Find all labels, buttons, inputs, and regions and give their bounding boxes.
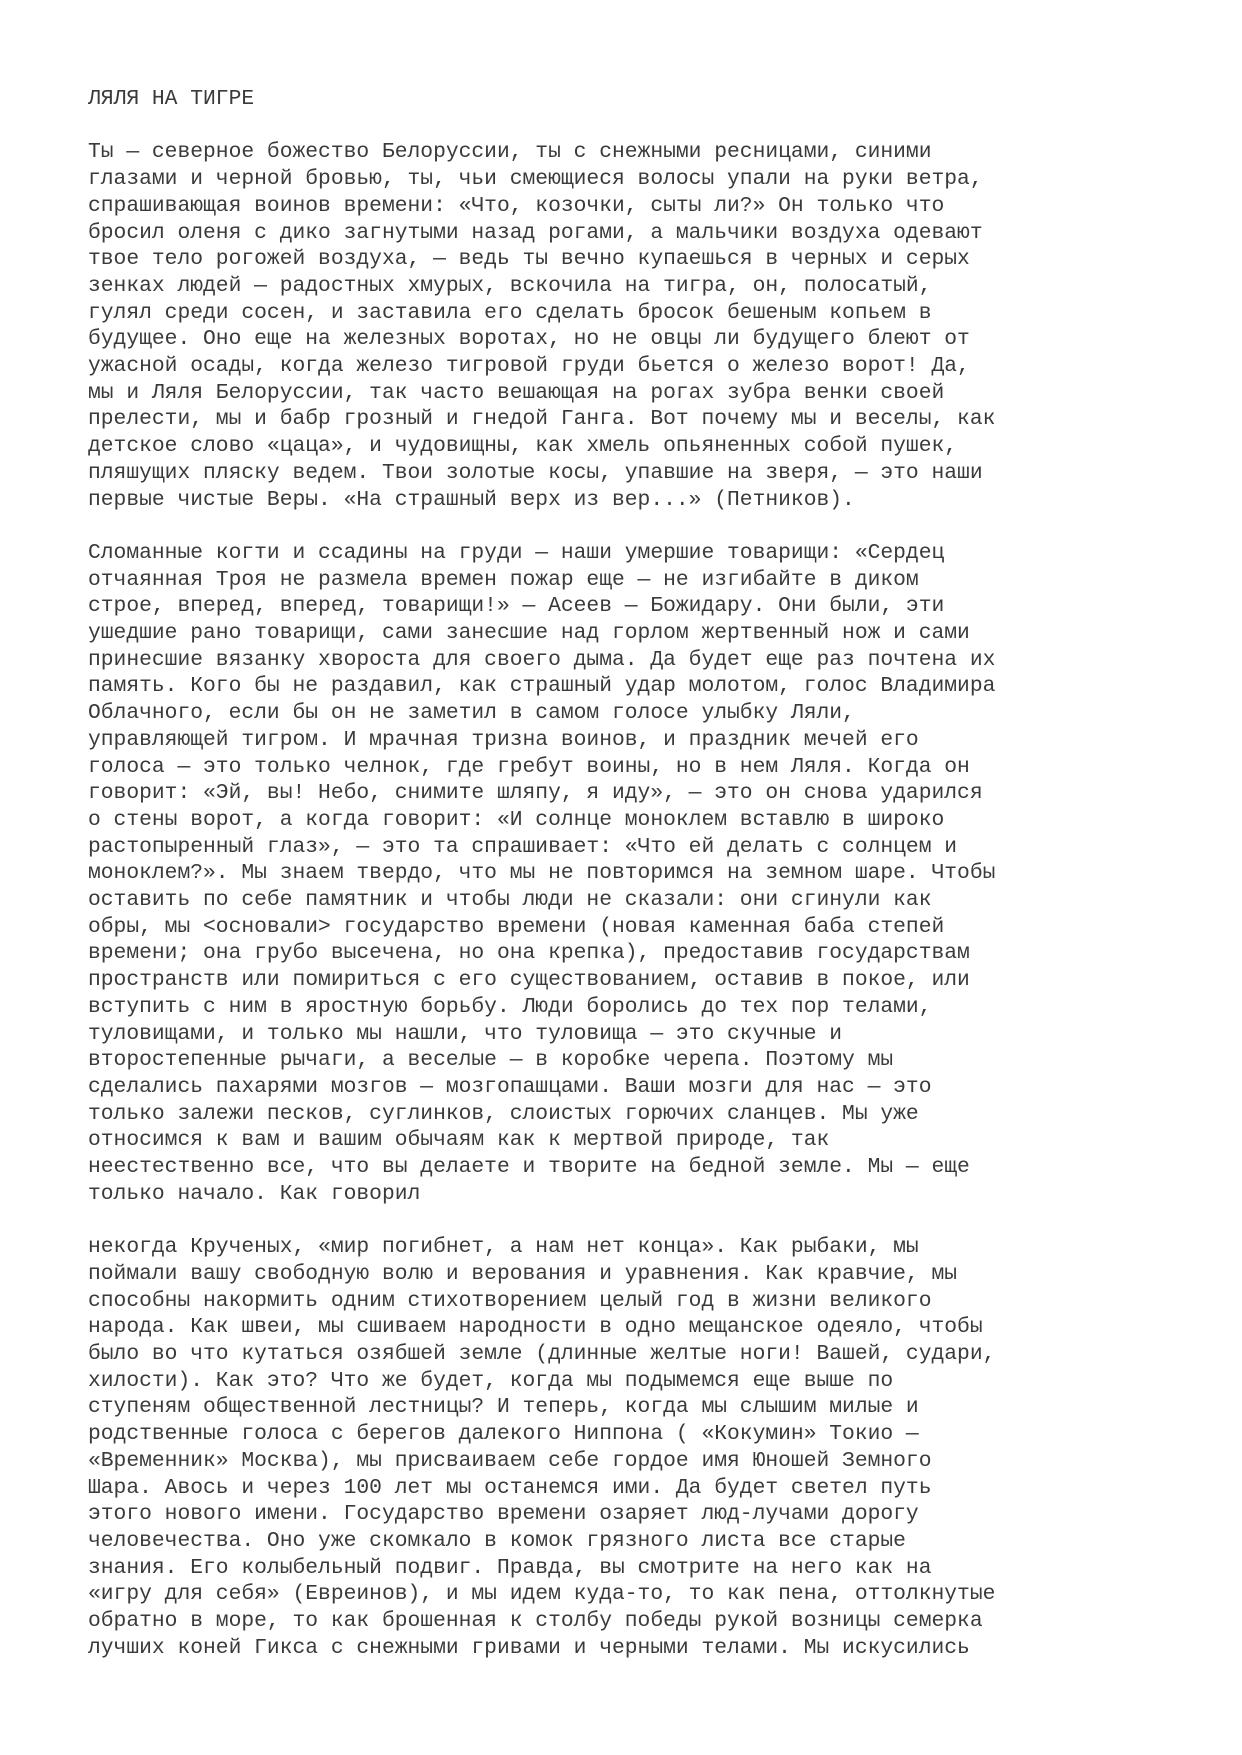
document-body	[88, 86, 1188, 1688]
text-line: ужасной осады, когда железо тигровой груди бьется о железо ворот! Да,	[88, 354, 970, 379]
text-line: бросил оленя с дико загнутыми назад рогами, а мальчики воздуха одевают	[88, 220, 983, 245]
paragraphs-container	[88, 139, 1188, 1661]
text-line: только начало. Как говорил	[88, 1181, 421, 1206]
text-line: растопыренный глаз», — это та спрашивает: «Что ей делать с солнцем и	[88, 834, 958, 859]
text-line: родственные голоса с берегов далекого Ниппона ( «Кокумин» Токио —	[88, 1422, 919, 1447]
text-line: Шара. Авось и через 100 лет мы останемся ими. Да будет светел путь	[88, 1475, 932, 1500]
text-line: оставить по себе памятник и чтобы люди не сказали: они сгинули как	[88, 888, 932, 913]
text-line: детское слово «цаца», и чудовищны, как хмель опьяненных собой пушек,	[88, 434, 958, 459]
text-line: обратно в море, то как брошенная к столбу победы рукой возницы семерка	[88, 1609, 983, 1634]
text-line: ушедшие рано товарищи, сами занесшие над горлом жертвенный нож и сами	[88, 621, 970, 646]
text-line: второстепенные рычаги, а веселые — в коробке черепа. Поэтому мы	[88, 1048, 894, 1073]
text-line: мы и Ляля Белоруссии, так часто вешающая на рогах зубра венки своей	[88, 380, 945, 405]
text-line: Сломанные когти и ссадины на груди — наши умершие товарищи: «Сердец	[88, 540, 945, 565]
text-line: поймали вашу свободную волю и верования и уравнения. Как кравчие, мы	[88, 1261, 958, 1286]
text-line: сделались пахарями мозгов — мозгопашцами. Ваши мозги для нас — это	[88, 1074, 932, 1099]
text-line: пляшущих пляску ведем. Твои золотые косы, упавшие на зверя, — это наши	[88, 460, 983, 485]
text-line: память. Кого бы не раздавил, как страшный удар молотом, голос Владимира	[88, 674, 996, 699]
text-line: относимся к вам и вашим обычаям как к мертвой природе, так	[88, 1128, 830, 1153]
text-line: народа. Как швеи, мы сшиваем народности в одно мещанское одеяло, чтобы	[88, 1315, 983, 1340]
text-line: зенках людей — радостных хмурых, вскочила на тигра, он, полосатый,	[88, 273, 932, 298]
text-line: управляющей тигром. И мрачная тризна воинов, и праздник мечей его	[88, 727, 919, 752]
text-line: было во что кутаться озябшей земле (длинные желтые ноги! Вашей, судари,	[88, 1342, 996, 1366]
text-line: Ты — северное божество Белоруссии, ты с снежными ресницами, синими	[88, 140, 932, 165]
text-line: некогда Крученых, «мир погибнет, а нам нет конца». Как рыбаки, мы	[88, 1235, 919, 1260]
text-line: неестественно все, что вы делаете и творите на бедной земле. Мы — еще	[88, 1155, 970, 1180]
text-line: голоса — это только челнок, где гребут воины, но в нем Ляля. Когда он	[88, 754, 970, 779]
text-line: говорит: «Эй, вы! Небо, снимите шляпу, я иду», — это он снова ударился	[88, 781, 983, 806]
text-line: первые чистые Веры. «На страшный верх из вер...» (Петников).	[88, 487, 855, 512]
text-line: «игру для себя» (Евреинов), и мы идем куда-то, то как пена, оттолкнутые	[88, 1582, 996, 1607]
text-line: глазами и черной бровью, ты, чьи смеющиеся волосы упали на руки ветра,	[88, 167, 983, 192]
text-line: Облачного, если бы он не заметил в самом голосе улыбку Ляли,	[88, 701, 855, 726]
text-line: знания. Его колыбельный подвиг. Правда, вы смотрите на него как на	[88, 1555, 932, 1580]
text-line: прелести, мы и бабр грозный и гнедой Ганга. Вот почему мы и веселы, как	[88, 407, 996, 432]
text-line: гулял среди сосен, и заставила его сделать бросок бешеным копьем в	[88, 300, 932, 325]
paragraph	[88, 139, 1188, 513]
text-line: времени; она грубо высечена, но она крепка), предоставив государствам	[88, 941, 970, 966]
paragraph	[88, 1234, 1188, 1661]
text-line: вступить с ним в яростную борьбу. Люди боролись до тех пор телами,	[88, 994, 932, 1019]
text-line: «Временник» Москва), мы присваиваем себе гордое имя Юношей Земного	[88, 1448, 932, 1473]
text-line: только залежи песков, суглинков, слоистых горючих сланцев. Мы уже	[88, 1101, 919, 1126]
text-line: моноклем?». Мы знаем твердо, что мы не повторимся на земном шаре. Чтобы	[88, 861, 996, 886]
text-line: твое тело рогожей воздуха, — ведь ты вечно купаешься в черных и серых	[88, 247, 970, 272]
text-line: этого нового имени. Государство времени озаряет люд-лучами дорогу	[88, 1502, 919, 1527]
document-title: ЛЯЛЯ НА ТИГРЕ	[88, 87, 255, 111]
text-line: о стены ворот, а когда говорит: «И солнце моноклем вставлю в широко	[88, 807, 945, 832]
text-line: будущее. Оно еще на железных воротах, но не овцы ли будущего блеют от	[88, 327, 970, 352]
text-line: принесшие вязанку хвороста для своего дыма. Да будет еще раз почтена их	[88, 647, 996, 672]
text-line: пространств или помириться с его существованием, оставив в покое, или	[88, 968, 970, 993]
paragraph	[88, 540, 1188, 1208]
text-line: отчаянная Троя не размела времен пожар еще — не изгибайте в диком	[88, 567, 919, 592]
text-line: спрашивающая воинов времени: «Что, козочки, сыты ли?» Он только что	[88, 193, 945, 218]
text-line: ступеням общественной лестницы? И теперь, когда мы слышим милые и	[88, 1395, 919, 1420]
text-line: туловищами, и только мы нашли, что туловища — это скучные и	[88, 1021, 843, 1046]
text-line: хилости). Как это? Что же будет, когда мы подымемся еще выше по	[88, 1368, 894, 1393]
text-line: строе, вперед, вперед, товарищи!» — Асеев — Божидару. Они были, эти	[88, 594, 945, 619]
text-line: способны накормить одним стихотворением целый год в жизни великого	[88, 1288, 932, 1313]
text-line: лучших коней Гикса с снежными гривами и черными телами. Мы искусились	[88, 1635, 970, 1660]
text-line: обры, мы <основали> государство времени (новая каменная баба степей	[88, 914, 945, 939]
text-line: человечества. Оно уже скомкало в комок грязного листа все старые	[88, 1528, 906, 1553]
